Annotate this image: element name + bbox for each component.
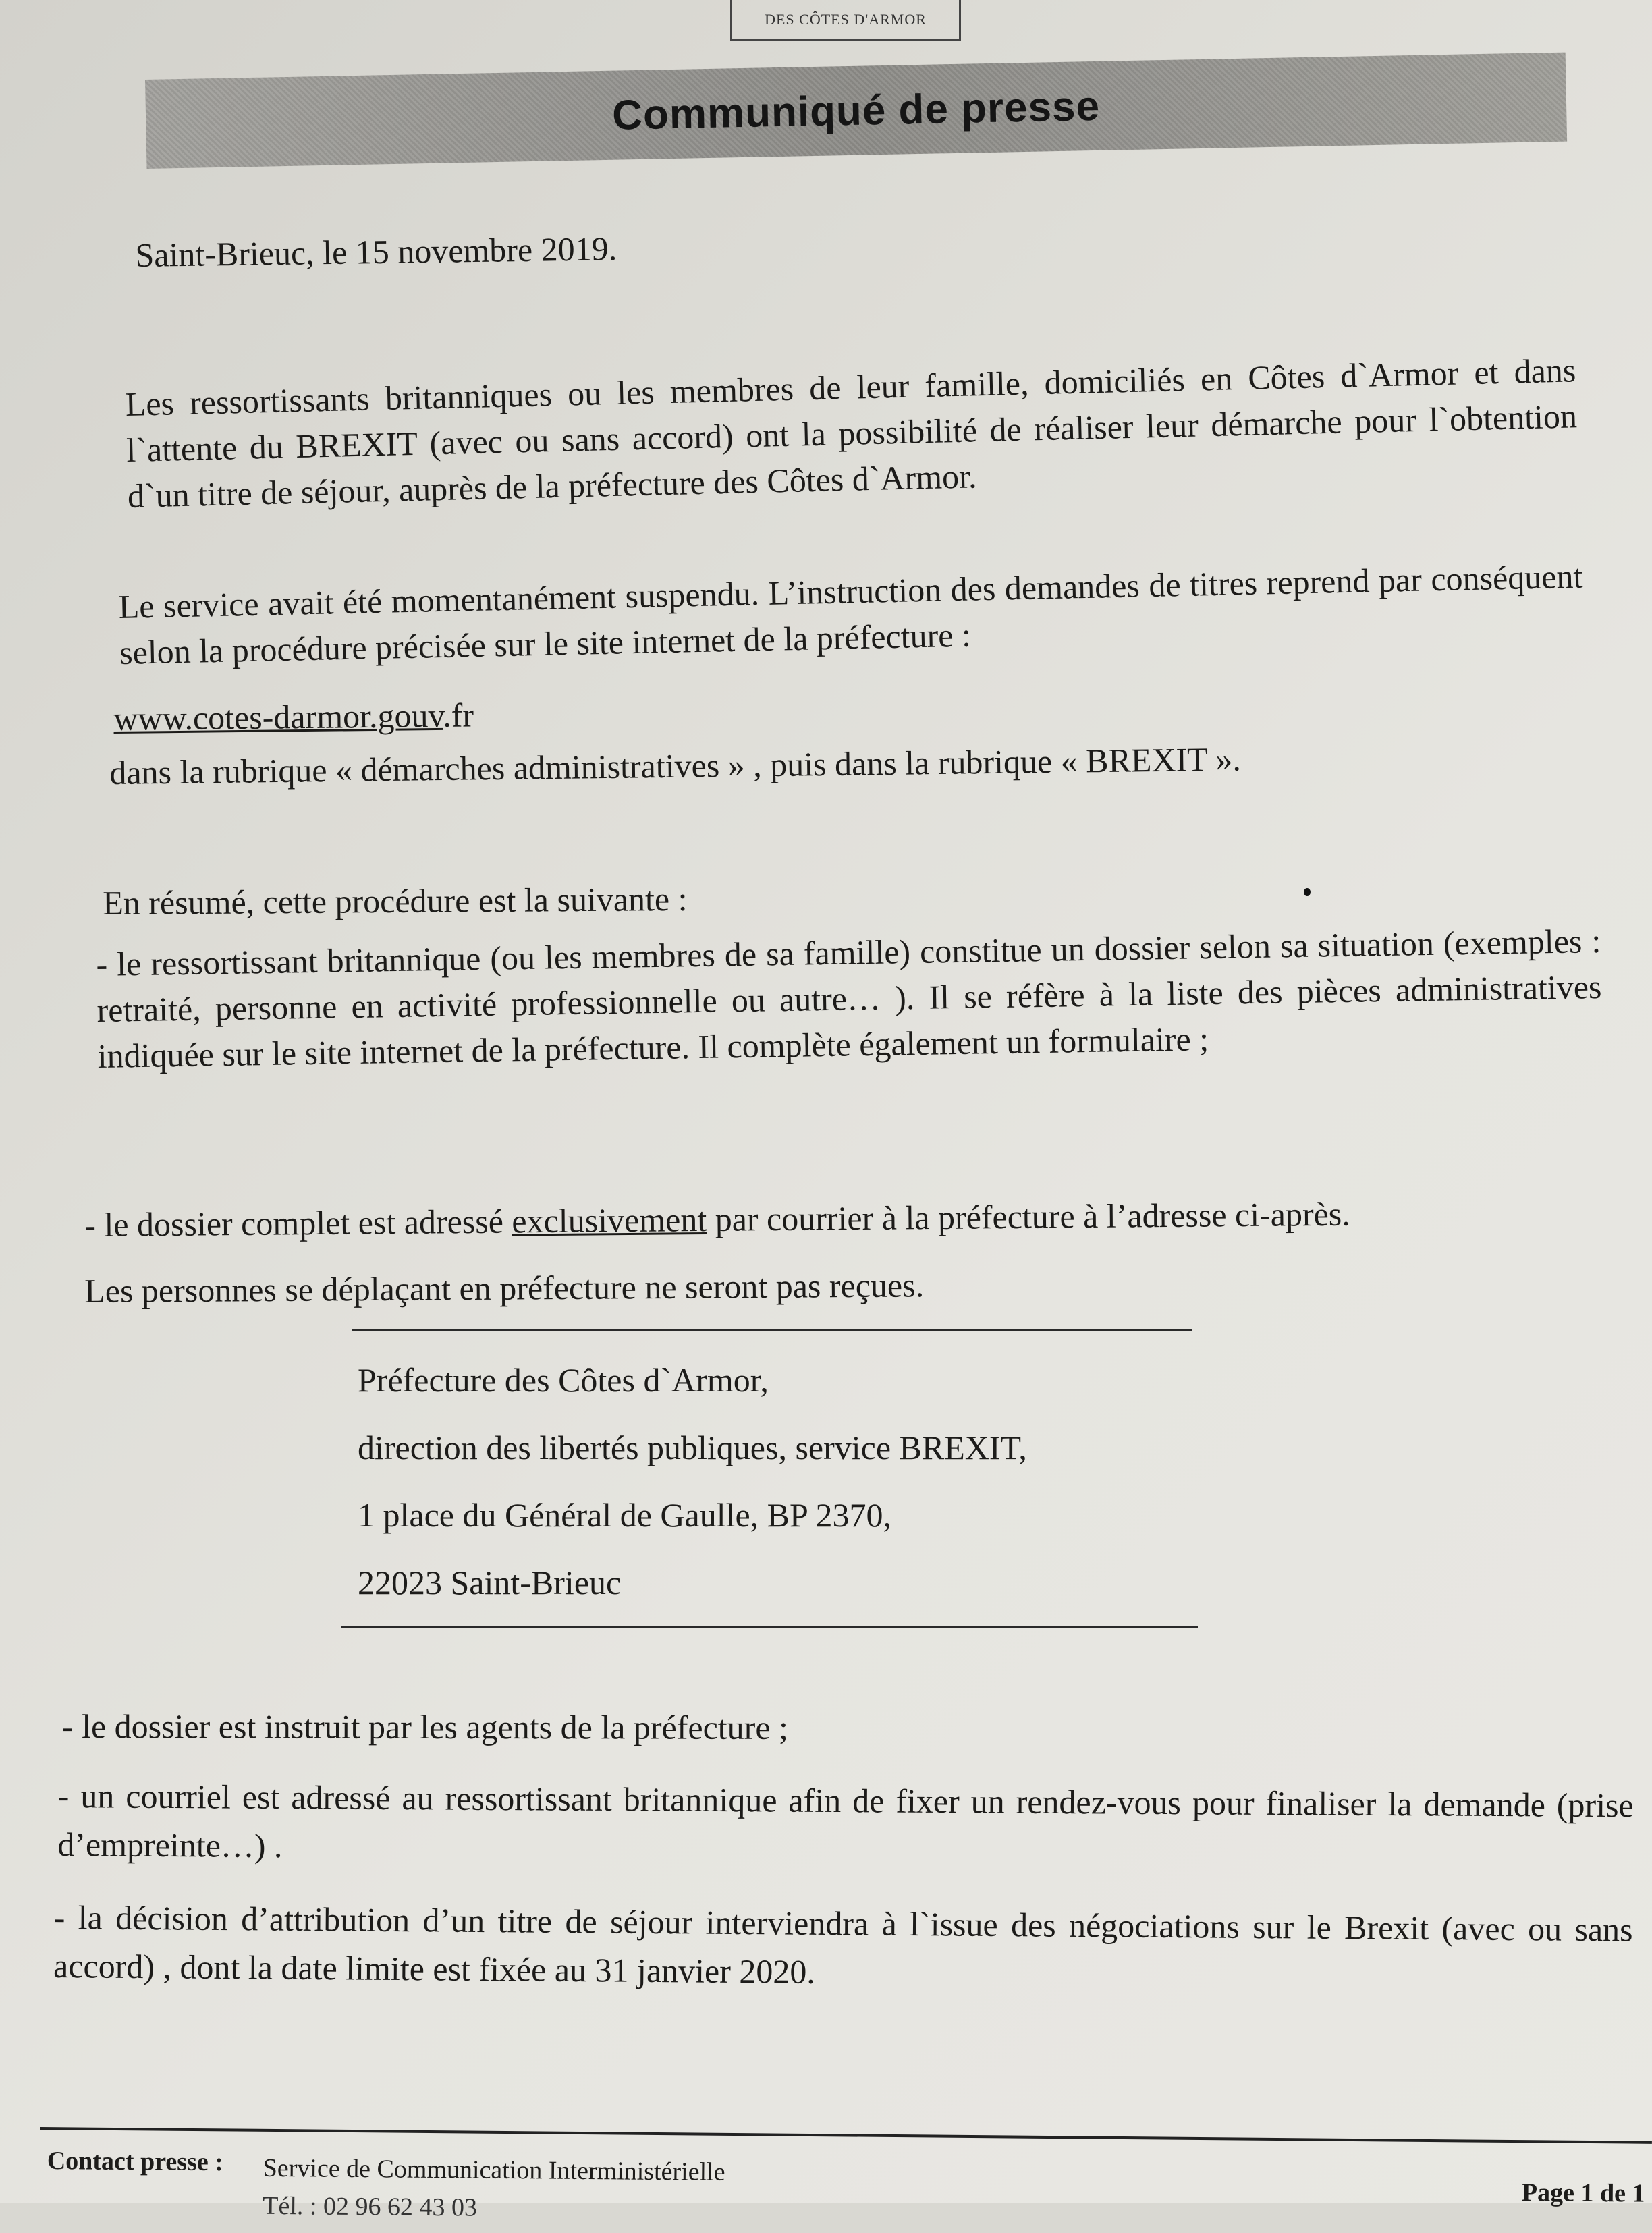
title-banner	[145, 53, 1567, 169]
address-rule-top	[352, 1329, 1192, 1331]
paper-speck	[1304, 888, 1311, 896]
paragraph-service: Le service avait été momentanément suspendu. L’instruction des demandes de titres reprend par conséquent selon la procédure précisée sur le site internet de la préfecture :	[118, 557, 1583, 671]
footer-phone: Tél. : 02 96 62 43 03	[263, 2191, 478, 2222]
org-label-box	[730, 0, 961, 41]
step-decision: - la décision d’attribution d’un titre de séjour interviendra à l`issue des négociations sur le Brexit (avec ou sans accord) , dont la date limite est fixée au 31 janvier 2020.	[53, 1898, 1633, 1991]
footer	[47, 2146, 1652, 2222]
footer-page-number: Page 1 de 1	[1521, 2178, 1645, 2208]
step-envoi-end: par courrier à la préfecture à l’adresse ci-après.	[706, 1194, 1350, 1238]
address-rule-bottom	[341, 1626, 1198, 1628]
paragraph-intro: Les ressortissants britanniques ou les membres de leur famille, domiciliés en Côtes d`Armor et dans l`attente du BREXIT (avec ou sans accord) ont la possibilité de réaliser leur démarche pour l`obtention d`un titre de séjour, auprès de la préfecture des Côtes d`Armor.	[125, 351, 1578, 515]
address-line-1: Préfecture des Côtes d`Armor,	[358, 1361, 769, 1399]
step-envoi-note: Les personnes se déplaçant en préfecture ne seront pas reçues.	[84, 1266, 925, 1310]
address-line-4: 22023 Saint-Brieuc	[358, 1564, 622, 1601]
rubrique-line: dans la rubrique « démarches administratives » , puis dans la rubrique « BREXIT ».	[109, 740, 1242, 792]
address-block	[358, 1346, 1201, 1616]
date-line: Saint-Brieuc, le 15 novembre 2019.	[135, 229, 617, 274]
footer-contact-label: Contact presse :	[47, 2147, 224, 2177]
step-rendez-vous: - un courriel est adressé au ressortissant britannique afin de fixer un rendez-vous pour finaliser la demande (prise d’empreinte…) .	[57, 1776, 1634, 1865]
footer-rule	[40, 2127, 1652, 2144]
step-dossier: - le ressortissant britannique (ou les membres de sa famille) constitue un dossier selon sa situation (exemples : retraité, personne en activité professionnelle ou autre… ). Il se réfère à la liste des pièces administratives indiquée sur le site internet de la préfecture. Il complète également un formulaire ;	[96, 921, 1602, 1075]
website-link[interactable]: www.cotes-darmor.gouv	[113, 696, 443, 738]
org-label: DES CÔTES D'ARMOR	[765, 11, 927, 28]
address-line-3: 1 place du Général de Gaulle, BP 2370,	[358, 1496, 891, 1534]
step-envoi-start: - le dossier complet est adressé	[84, 1202, 512, 1244]
step-instruction: - le dossier est instruit par les agents de la préfecture ;	[61, 1707, 789, 1746]
address-line-2: direction des libertés publiques, service BREXIT,	[358, 1429, 1027, 1466]
step-envoi-emphasis: exclusivement	[512, 1200, 707, 1240]
footer-service: Service de Communication Interministérielle	[263, 2153, 725, 2186]
step-envoi	[84, 1189, 1603, 1247]
document-title: Communiqué de presse	[611, 82, 1101, 139]
website-suffix: .fr	[442, 696, 474, 734]
website-line	[113, 690, 721, 741]
summary-intro: En résumé, cette procédure est la suivante :	[103, 879, 688, 922]
